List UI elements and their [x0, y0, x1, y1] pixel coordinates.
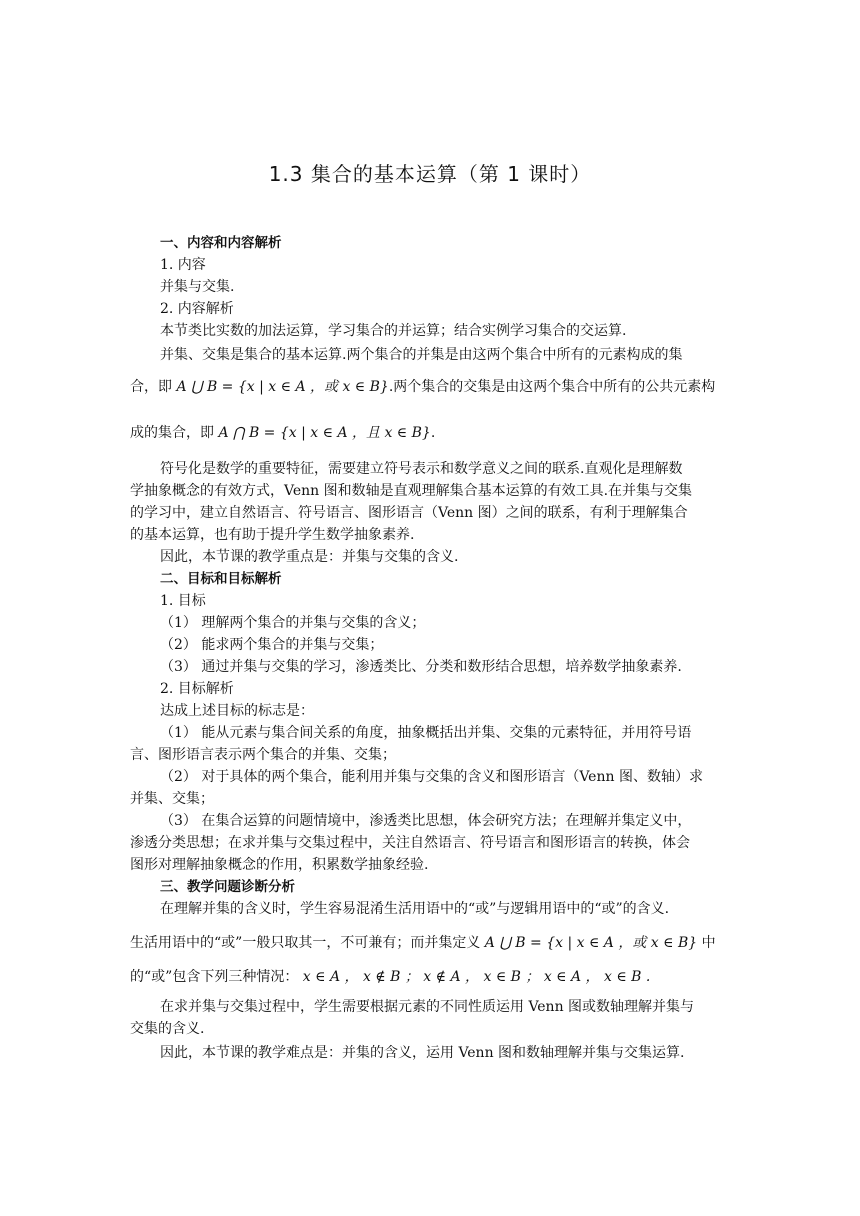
paragraph-line: 符号化是数学的重要特征，需要建立符号表示和数学意义之间的联系.直观化是理解数	[160, 461, 683, 477]
list-item-line: 渗透分类思想；在求并集与交集过程中，关注自然语言、符号语言和图形语言的转换，体会	[130, 835, 690, 851]
text: 生活用语中的“或”一般只取其一，不可兼有；而并集定义	[130, 935, 481, 951]
list-item-line: 言、图形语言表示两个集合的并集、交集；	[130, 747, 396, 763]
cases-formula: x ∈ A ， x ∉ B ； x ∉ A ， x ∈ B ； x ∈ A ， x ∈ B .	[302, 969, 651, 985]
paragraph-line-with-formula	[130, 422, 730, 444]
paragraph-line-with-formula	[130, 932, 730, 954]
paragraph-line: 并集、交集是集合的基本运算.两个集合的并集是由这两个集合中所有的元素构成的集	[160, 347, 683, 363]
list-item-line: 并集、交集；	[130, 791, 214, 807]
paragraph: 本节类比实数的加法运算，学习集合的并运算；结合实例学习集合的交运算.	[160, 323, 627, 339]
subheading-goals: 1. 目标	[160, 593, 206, 609]
paragraph: 并集与交集.	[160, 279, 235, 295]
text: 中	[701, 935, 716, 951]
list-item: （1） 理解两个集合的并集与交集的含义；	[160, 615, 426, 631]
page-title: 1.3 集合的基本运算（第 1 课时）	[268, 162, 592, 186]
section-heading-1: 一、内容和内容解析	[160, 235, 282, 251]
paragraph-line: 在理解并集的含义时，学生容易混淆生活用语中的“或”与逻辑用语中的“或”的含义.	[160, 901, 670, 917]
paragraph-line: 学抽象概念的有效方式，Venn 图和数轴是直观理解集合基本运算的有效工具.在并集与交集	[130, 483, 693, 499]
paragraph-difficulty: 因此，本节课的教学难点是：并集的含义，运用 Venn 图和数轴理解并集与交集运算.	[160, 1045, 685, 1061]
subheading-content: 1. 内容	[160, 257, 206, 273]
subheading-analysis: 2. 内容解析	[160, 301, 234, 317]
subheading-goal-analysis: 2. 目标解析	[160, 681, 234, 697]
list-item: （3） 通过并集与交集的学习，渗透类比、分类和数形结合思想，培养数学抽象素养.	[160, 659, 682, 675]
paragraph-line-with-formula	[130, 966, 730, 988]
text: 成的集合，即	[130, 425, 214, 441]
list-item-line: （3） 在集合运算的问题情境中，渗透类比思想，体会研究方法；在理解并集定义中，	[160, 813, 692, 829]
paragraph-line-with-formula	[130, 376, 730, 398]
paragraph-line: 在求并集与交集过程中，学生需要根据元素的不同性质运用 Venn 图或数轴理解并集与	[160, 999, 695, 1015]
paragraph-line: 交集的含义.	[130, 1021, 205, 1037]
union-formula: A ⋃ B = {x | x ∈ A ，或 x ∈ B}	[176, 379, 389, 395]
list-item-line: 图形对理解抽象概念的作用，积累数学抽象经验.	[130, 857, 429, 873]
paragraph-key-point: 因此，本节课的教学重点是：并集与交集的含义.	[160, 549, 459, 565]
paragraph-line: 的学习中，建立自然语言、符号语言、图形语言（Venn 图）之间的联系，有利于理解集合	[130, 505, 688, 521]
intersection-formula: A ⋂ B = {x | x ∈ A ，且 x ∈ B}	[218, 425, 431, 441]
text: 的“或”包含下列三种情况：	[130, 969, 299, 985]
text: 合，即	[130, 379, 172, 395]
section-heading-2: 二、目标和目标解析	[160, 571, 282, 587]
list-item-line: （2） 对于具体的两个集合，能利用并集与交集的含义和图形语言（Venn 图、数轴）求	[160, 769, 703, 785]
union-formula: A ⋃ B = {x | x ∈ A ，或 x ∈ B}	[484, 935, 698, 951]
paragraph: 达成上述目标的标志是：	[160, 703, 314, 719]
text: .两个集合的交集是由这两个集合中所有的公共元素构	[388, 379, 716, 395]
list-item-line: （1） 能从元素与集合间关系的角度，抽象概括出并集、交集的元素特征，并用符号语	[160, 725, 692, 741]
paragraph-line: 的基本运算，也有助于提升学生数学抽象素养.	[130, 527, 415, 543]
section-heading-3: 三、教学问题诊断分析	[160, 879, 295, 895]
text: .	[430, 425, 436, 441]
list-item: （2） 能求两个集合的并集与交集；	[160, 637, 384, 653]
